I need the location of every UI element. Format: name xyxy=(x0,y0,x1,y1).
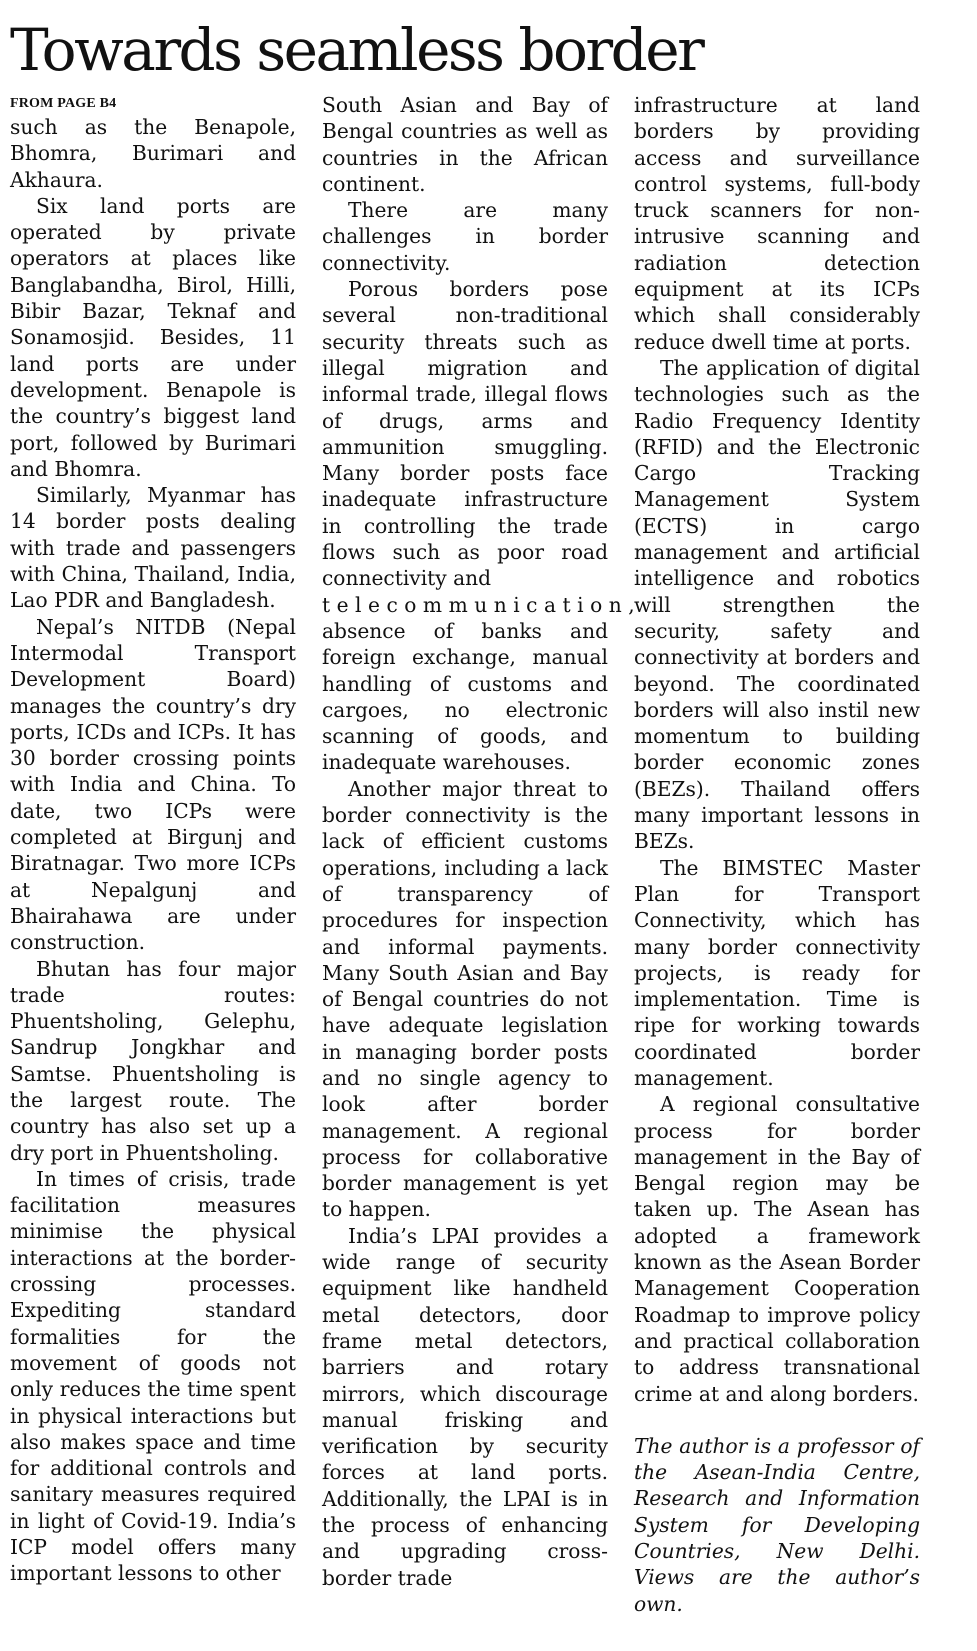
paragraph: Porous borders pose several non-traditional security threats such as illegal migration and informal trade, illegal flows of drugs, arms and ammunition smuggling. Many border posts face inadequate infrastructure in controlling the trade flows such as poor road connectivity and xyxy=(322,277,608,591)
paragraph: The application of digital technologies such as the Radio Frequency Identity (RFID) and the Electronic Cargo Tracking Management System (ECTS) in cargo management and artificial intelligence and robotics will strengthen the security, safety and connectivity at borders and beyond. The coordinated borders will also instil new momentum to building border economic zones (BEZs). Thailand offers many important lessons in BEZs. xyxy=(634,355,920,854)
paragraph: Another major threat to border connectivity is the lack of efficient customs operations, including a lack of transparency of procedures for inspection and informal payments. Many South Asian and Bay of Bengal countries do not have adequate legislation in managing border posts and no single agency to look after border management. A regional process for collaborative border management is yet to happen. xyxy=(322,776,608,1222)
headline: Towards seamless border xyxy=(10,16,703,84)
continuation-kicker: FROM PAGE B4 xyxy=(10,96,117,111)
paragraph-continuation: absence of banks and foreign exchange, manual handling of customs and cargoes, no electronic scanning of goods, and inadequate warehouses. xyxy=(322,618,608,775)
paragraph: Similarly, Myanmar has 14 border posts dealing with trade and passengers with China, Thailand, India, Lao PDR and Bangladesh. xyxy=(10,483,296,613)
paragraph: Nepal’s NITDB (Nepal Intermodal Transport Development Board) manages the country’s dry ports, ICDs and ICPs. It has 30 border crossing points with India and China. To date, two ICPs were completed at Birgunj and Biratnagar. Two more ICPs at Nepalgunj and Bhairahawa are under construction. xyxy=(10,614,296,955)
paragraph: In times of crisis, trade facilitation measures minimise the physical interactions at the border-crossing processes. Expediting standard formalities for the movement of goods not only reduces the time spent in physical interactions but also makes space and time for additional controls and sanitary measures required in light of Covid-19. India’s ICP model offers many important lessons to other xyxy=(10,1166,296,1586)
paragraph: There are many challenges in border connectivity. xyxy=(322,198,608,275)
paragraph: A regional consultative process for border management in the Bay of Bengal region may be taken up. The Asean has adopted a framework known as the Asean Border Management Cooperation Roadmap to improve policy and practical collaboration to address transnational crime at and along borders. xyxy=(634,1092,920,1406)
author-byline: The author is a professor of the Asean-India Centre, Research and Information System for Developing Countries, New Delhi. Views are the author’s own. xyxy=(634,1433,920,1616)
paragraph: The BIMSTEC Master Plan for Transport Connectivity, which has many border connectivity projects, is ready for implementation. Time is ripe for working towards coordinated border management. xyxy=(634,855,920,1090)
article-column-2 xyxy=(322,92,642,1591)
paragraph: such as the Benapole, Bhomra, Burimari and Akhaura. xyxy=(10,115,296,192)
article-column-1 xyxy=(10,92,296,1587)
paragraph: India’s LPAI provides a wide range of security equipment like handheld metal detectors, door frame metal detectors, barriers and rotary mirrors, which discourage manual frisking and verification by security forces at land ports. Additionally, the LPAI is in the process of enhancing and upgrading cross-border trade xyxy=(322,1223,608,1590)
paragraph: Six land ports are operated by private operators at places like Banglabandha, Birol, Hilli, Bibir Bazar, Teknaf and Sonamosjid. Besides, 11 land ports are under development. Benapole is the country’s biggest land port, followed by Burimari and Bhomra. xyxy=(10,193,296,481)
paragraph-continuation: telecommunication, xyxy=(322,592,642,617)
paragraph: South Asian and Bay of Bengal countries as well as countries in the African continent. xyxy=(322,93,608,196)
paragraph: infrastructure at land borders by providing access and surveillance control systems, full-body truck scanners for non-intrusive scanning and radiation detection equipment at its ICPs which shall considerably reduce dwell time at ports. xyxy=(634,93,920,354)
article-column-3 xyxy=(634,92,920,1617)
paragraph: Bhutan has four major trade routes: Phuentsholing, Gelephu, Sandrup Jongkhar and Samtse. Phuentsholing is the largest route. The country has also set up a dry port in Phuentsholing. xyxy=(10,956,296,1165)
